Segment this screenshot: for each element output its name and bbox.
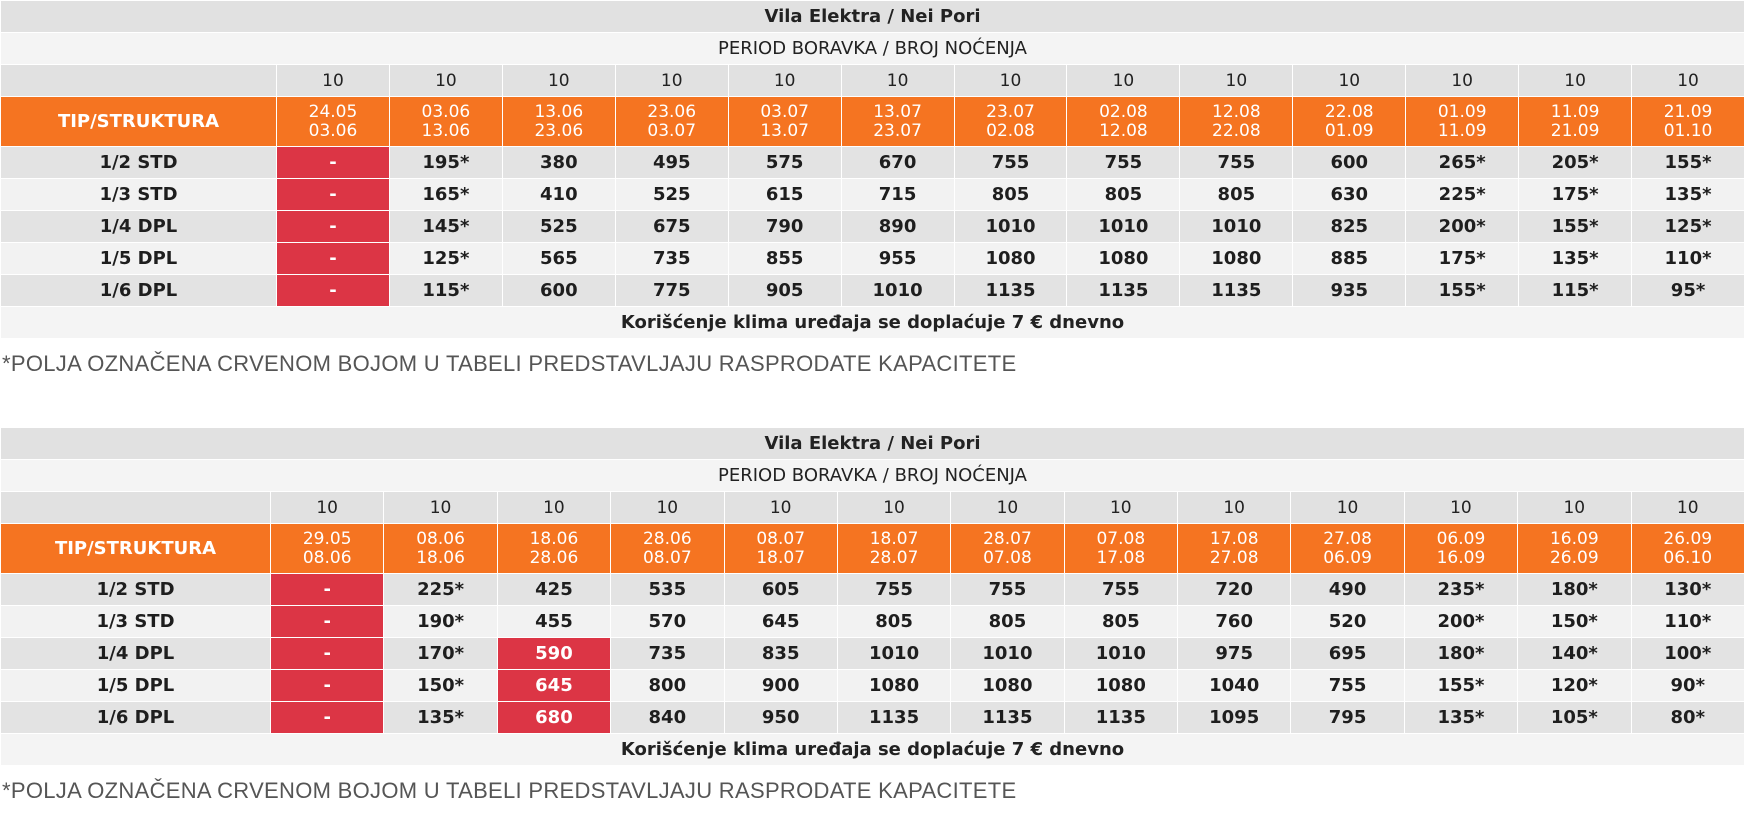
nights-cell: 10 — [1178, 492, 1291, 524]
price-cell: 520 — [1291, 606, 1404, 638]
price-cell: 1135 — [1067, 275, 1180, 307]
period-cell — [724, 524, 837, 574]
period-cell — [615, 97, 728, 147]
table-row — [1, 638, 1745, 670]
price-cell: 155* — [1632, 147, 1745, 179]
period-to: 11.09 — [1437, 120, 1487, 141]
price-cell: 525 — [502, 211, 615, 243]
period-to: 23.07 — [873, 120, 922, 141]
nights-cell: 10 — [1518, 492, 1631, 524]
period-to: 13.06 — [421, 120, 471, 141]
nights-cell: 10 — [1064, 492, 1177, 524]
price-cell: 755 — [1180, 147, 1293, 179]
period-cell — [841, 97, 954, 147]
price-cell: 145* — [389, 211, 502, 243]
nights-empty-cell — [1, 65, 277, 97]
price-cell: 170* — [384, 638, 497, 670]
price-cell: 425 — [497, 574, 610, 606]
period-cell — [1180, 97, 1293, 147]
period-cell — [271, 524, 384, 574]
period-cell — [1518, 524, 1631, 574]
period-to: 12.08 — [1099, 120, 1148, 141]
price-cell: 955 — [841, 243, 954, 275]
period-to: 13.07 — [760, 120, 809, 141]
price-cell: 890 — [841, 211, 954, 243]
period-from: 08.06 — [416, 528, 465, 549]
table-title: Vila Elektra / Nei Pori — [1, 1, 1745, 33]
price-cell: 265* — [1406, 147, 1519, 179]
nights-cell: 10 — [1293, 65, 1406, 97]
period-from: 22.08 — [1324, 101, 1374, 122]
price-cell: 140* — [1518, 638, 1631, 670]
price-cell: 695 — [1291, 638, 1404, 670]
period-to: 01.09 — [1324, 120, 1374, 141]
price-cell: 95* — [1632, 275, 1745, 307]
period-cell — [954, 97, 1067, 147]
sold-out-price-cell: - — [277, 147, 390, 179]
period-to: 28.06 — [529, 547, 579, 568]
period-to: 18.06 — [416, 547, 465, 568]
table-subtitle-row — [1, 33, 1745, 65]
period-to: 08.07 — [642, 547, 692, 568]
price-cell: 735 — [615, 243, 728, 275]
price-cell: 495 — [615, 147, 728, 179]
period-to: 07.08 — [983, 547, 1032, 568]
price-cell: 125* — [389, 243, 502, 275]
price-cell: 125* — [1632, 211, 1745, 243]
period-cell — [1291, 524, 1404, 574]
ac-surcharge-note: Korišćenje klima uređaja se doplaćuje 7 € dnevno — [1, 307, 1745, 339]
sold-out-price-cell: 590 — [497, 638, 610, 670]
price-cell: 455 — [497, 606, 610, 638]
period-to: 03.07 — [647, 120, 697, 141]
price-cell: 805 — [837, 606, 950, 638]
nights-cell: 10 — [724, 492, 837, 524]
price-cell: 670 — [841, 147, 954, 179]
table-row — [1, 574, 1745, 606]
price-cell: 800 — [611, 670, 724, 702]
price-cell: 200* — [1406, 211, 1519, 243]
period-to: 16.09 — [1436, 547, 1486, 568]
table-row — [1, 702, 1745, 734]
price-cell: 135* — [1404, 702, 1517, 734]
price-cell: 1080 — [951, 670, 1064, 702]
price-cell: 1010 — [1064, 638, 1177, 670]
period-row — [1, 97, 1745, 147]
note-row — [1, 307, 1745, 339]
price-cell: 720 — [1178, 574, 1291, 606]
price-cell: 380 — [502, 147, 615, 179]
period-to: 21.09 — [1550, 120, 1600, 141]
period-from: 21.09 — [1663, 101, 1713, 122]
price-cell: 120* — [1518, 670, 1631, 702]
price-cell: 1010 — [954, 211, 1067, 243]
nights-cell: 10 — [837, 492, 950, 524]
room-type: 1/5 DPL — [1, 670, 271, 702]
price-cell: 150* — [1518, 606, 1631, 638]
table-row — [1, 243, 1745, 275]
price-cell: 205* — [1519, 147, 1632, 179]
price-cell: 155* — [1519, 211, 1632, 243]
price-cell: 115* — [1519, 275, 1632, 307]
nights-cell: 10 — [1406, 65, 1519, 97]
price-cell: 935 — [1293, 275, 1406, 307]
price-cell: 615 — [728, 179, 841, 211]
price-cell: 155* — [1406, 275, 1519, 307]
price-cell: 525 — [615, 179, 728, 211]
price-cell: 805 — [1067, 179, 1180, 211]
price-cell: 235* — [1404, 574, 1517, 606]
sold-out-price-cell: - — [277, 275, 390, 307]
period-cell — [728, 97, 841, 147]
price-cell: 1040 — [1178, 670, 1291, 702]
room-type: 1/2 STD — [1, 574, 271, 606]
period-cell — [1631, 524, 1745, 574]
type-structure-label: TIP/STRUKTURA — [1, 97, 277, 147]
price-cell: 1135 — [837, 702, 950, 734]
price-cell: 835 — [724, 638, 837, 670]
price-cell: 1135 — [1180, 275, 1293, 307]
period-cell — [502, 97, 615, 147]
nights-cell: 10 — [951, 492, 1064, 524]
price-cell: 1080 — [1064, 670, 1177, 702]
table-row — [1, 606, 1745, 638]
price-cell: 135* — [384, 702, 497, 734]
price-cell: 165* — [389, 179, 502, 211]
period-from: 17.08 — [1209, 528, 1259, 549]
price-cell: 1080 — [1180, 243, 1293, 275]
period-from: 23.06 — [647, 101, 697, 122]
period-cell — [611, 524, 724, 574]
period-to: 28.07 — [869, 547, 919, 568]
price-cell: 90* — [1631, 670, 1745, 702]
price-cell: 975 — [1178, 638, 1291, 670]
price-cell: 605 — [724, 574, 837, 606]
price-cell: 630 — [1293, 179, 1406, 211]
nights-cell: 10 — [728, 65, 841, 97]
room-type: 1/6 DPL — [1, 275, 277, 307]
price-cell: 805 — [951, 606, 1064, 638]
period-from: 13.06 — [534, 101, 584, 122]
price-cell: 645 — [724, 606, 837, 638]
period-from: 26.09 — [1663, 528, 1713, 549]
sold-out-price-cell: - — [277, 211, 390, 243]
nights-cell: 10 — [1067, 65, 1180, 97]
period-from: 03.07 — [760, 101, 809, 122]
price-cell: 755 — [1067, 147, 1180, 179]
price-cell: 755 — [1064, 574, 1177, 606]
table-subtitle-row — [1, 460, 1745, 492]
period-to: 06.10 — [1663, 547, 1713, 568]
period-from: 07.08 — [1096, 528, 1146, 549]
nights-cell: 10 — [1291, 492, 1404, 524]
period-from: 01.09 — [1437, 101, 1487, 122]
table-title-row — [1, 428, 1745, 460]
price-cell: 130* — [1631, 574, 1745, 606]
type-structure-label: TIP/STRUKTURA — [1, 524, 271, 574]
price-cell: 755 — [1291, 670, 1404, 702]
price-cell: 600 — [1293, 147, 1406, 179]
period-cell — [1404, 524, 1517, 574]
price-cell: 805 — [1064, 606, 1177, 638]
period-from: 23.07 — [986, 101, 1035, 122]
price-cell: 195* — [389, 147, 502, 179]
price-cell: 1010 — [841, 275, 954, 307]
nights-cell: 10 — [1632, 65, 1745, 97]
price-cell: 840 — [611, 702, 724, 734]
nights-cell: 10 — [1404, 492, 1517, 524]
nights-cell: 10 — [611, 492, 724, 524]
table-subtitle: PERIOD BORAVKA / BROJ NOĆENJA — [1, 33, 1745, 65]
period-from: 13.07 — [873, 101, 922, 122]
price-cell: 1095 — [1178, 702, 1291, 734]
price-cell: 600 — [502, 275, 615, 307]
period-cell — [497, 524, 610, 574]
period-to: 17.08 — [1096, 547, 1146, 568]
period-to: 02.08 — [986, 120, 1035, 141]
price-cell: 1080 — [1067, 243, 1180, 275]
sold-out-price-cell: - — [277, 243, 390, 275]
ac-surcharge-note: Korišćenje klima uređaja se doplaćuje 7 € dnevno — [1, 734, 1745, 766]
nights-cell: 10 — [384, 492, 497, 524]
table-row — [1, 147, 1745, 179]
price-cell: 175* — [1406, 243, 1519, 275]
price-table — [0, 427, 1745, 766]
period-cell — [1064, 524, 1177, 574]
price-cell: 825 — [1293, 211, 1406, 243]
nights-empty-cell — [1, 492, 271, 524]
price-cell: 1135 — [951, 702, 1064, 734]
nights-cell: 10 — [954, 65, 1067, 97]
price-cell: 180* — [1404, 638, 1517, 670]
price-cell: 675 — [615, 211, 728, 243]
period-from: 18.07 — [869, 528, 919, 549]
price-table-block-2 — [0, 427, 1745, 804]
period-to: 27.08 — [1209, 547, 1259, 568]
period-to: 03.06 — [308, 120, 358, 141]
period-cell — [1067, 97, 1180, 147]
nights-row — [1, 65, 1745, 97]
period-to: 22.08 — [1212, 120, 1261, 141]
price-cell: 225* — [384, 574, 497, 606]
price-cell: 80* — [1631, 702, 1745, 734]
price-cell: 190* — [384, 606, 497, 638]
room-type: 1/2 STD — [1, 147, 277, 179]
nights-row — [1, 492, 1745, 524]
price-cell: 790 — [728, 211, 841, 243]
price-cell: 225* — [1406, 179, 1519, 211]
price-cell: 150* — [384, 670, 497, 702]
table-row — [1, 670, 1745, 702]
price-cell: 900 — [724, 670, 837, 702]
price-cell: 200* — [1404, 606, 1517, 638]
price-cell: 755 — [837, 574, 950, 606]
period-to: 08.06 — [302, 547, 352, 568]
price-cell: 1080 — [954, 243, 1067, 275]
price-cell: 135* — [1519, 243, 1632, 275]
price-cell: 1135 — [954, 275, 1067, 307]
period-from: 03.06 — [421, 101, 471, 122]
sold-out-price-cell: - — [271, 638, 384, 670]
price-table — [0, 0, 1745, 339]
room-type: 1/3 STD — [1, 606, 271, 638]
period-from: 29.05 — [302, 528, 352, 549]
note-row — [1, 734, 1745, 766]
price-cell: 570 — [611, 606, 724, 638]
price-cell: 135* — [1632, 179, 1745, 211]
price-cell: 755 — [954, 147, 1067, 179]
nights-cell: 10 — [1519, 65, 1632, 97]
price-cell: 155* — [1404, 670, 1517, 702]
period-cell — [389, 97, 502, 147]
room-type: 1/5 DPL — [1, 243, 277, 275]
period-cell — [1178, 524, 1291, 574]
sold-out-footnote: *POLJA OZNAČENA CRVENOM BOJOM U TABELI PREDSTAVLJAJU RASPRODATE KAPACITETE — [2, 351, 1017, 376]
price-cell: 565 — [502, 243, 615, 275]
period-cell — [1293, 97, 1406, 147]
period-from: 27.08 — [1323, 528, 1372, 549]
price-cell: 575 — [728, 147, 841, 179]
price-cell: 735 — [611, 638, 724, 670]
period-cell — [384, 524, 497, 574]
price-cell: 885 — [1293, 243, 1406, 275]
sold-out-price-cell: - — [277, 179, 390, 211]
nights-cell: 10 — [502, 65, 615, 97]
period-row — [1, 524, 1745, 574]
room-type: 1/4 DPL — [1, 211, 277, 243]
table-title-row — [1, 1, 1745, 33]
nights-cell: 10 — [389, 65, 502, 97]
period-from: 16.09 — [1549, 528, 1599, 549]
period-from: 18.06 — [529, 528, 579, 549]
nights-cell: 10 — [497, 492, 610, 524]
room-type: 1/4 DPL — [1, 638, 271, 670]
sold-out-price-cell: - — [271, 574, 384, 606]
table-row — [1, 179, 1745, 211]
sold-out-footnote: *POLJA OZNAČENA CRVENOM BOJOM U TABELI PREDSTAVLJAJU RASPRODATE KAPACITETE — [2, 778, 1017, 803]
price-cell: 1135 — [1064, 702, 1177, 734]
price-cell: 1010 — [951, 638, 1064, 670]
period-from: 08.07 — [756, 528, 806, 549]
period-cell — [1406, 97, 1519, 147]
price-cell: 905 — [728, 275, 841, 307]
price-cell: 1080 — [837, 670, 950, 702]
price-cell: 755 — [951, 574, 1064, 606]
sold-out-price-cell: - — [271, 606, 384, 638]
period-to: 26.09 — [1549, 547, 1599, 568]
price-cell: 760 — [1178, 606, 1291, 638]
room-type: 1/3 STD — [1, 179, 277, 211]
period-cell — [951, 524, 1064, 574]
price-cell: 535 — [611, 574, 724, 606]
period-to: 18.07 — [756, 547, 806, 568]
period-cell — [1632, 97, 1745, 147]
table-title: Vila Elektra / Nei Pori — [1, 428, 1745, 460]
period-from: 06.09 — [1436, 528, 1486, 549]
price-cell: 950 — [724, 702, 837, 734]
period-cell — [837, 524, 950, 574]
sold-out-price-cell: 680 — [497, 702, 610, 734]
price-cell: 105* — [1518, 702, 1631, 734]
sold-out-price-cell: - — [271, 702, 384, 734]
price-cell: 1010 — [1067, 211, 1180, 243]
period-cell — [277, 97, 390, 147]
price-table-block-1 — [0, 0, 1745, 377]
period-from: 11.09 — [1550, 101, 1600, 122]
price-cell: 805 — [1180, 179, 1293, 211]
sold-out-price-cell: - — [271, 670, 384, 702]
period-from: 02.08 — [1099, 101, 1148, 122]
nights-cell: 10 — [615, 65, 728, 97]
period-to: 23.06 — [534, 120, 584, 141]
table-subtitle: PERIOD BORAVKA / BROJ NOĆENJA — [1, 460, 1745, 492]
period-to: 01.10 — [1663, 120, 1713, 141]
price-cell: 1010 — [837, 638, 950, 670]
table-row — [1, 275, 1745, 307]
nights-cell: 10 — [271, 492, 384, 524]
price-cell: 805 — [954, 179, 1067, 211]
price-cell: 110* — [1631, 606, 1745, 638]
nights-cell: 10 — [277, 65, 390, 97]
price-cell: 775 — [615, 275, 728, 307]
price-cell: 410 — [502, 179, 615, 211]
price-cell: 1010 — [1180, 211, 1293, 243]
price-cell: 490 — [1291, 574, 1404, 606]
price-cell: 855 — [728, 243, 841, 275]
period-from: 24.05 — [308, 101, 358, 122]
nights-cell: 10 — [1631, 492, 1745, 524]
price-cell: 175* — [1519, 179, 1632, 211]
price-cell: 180* — [1518, 574, 1631, 606]
period-from: 28.07 — [983, 528, 1032, 549]
price-cell: 795 — [1291, 702, 1404, 734]
nights-cell: 10 — [841, 65, 954, 97]
price-cell: 115* — [389, 275, 502, 307]
price-cell: 100* — [1631, 638, 1745, 670]
nights-cell: 10 — [1180, 65, 1293, 97]
price-cell: 110* — [1632, 243, 1745, 275]
period-cell — [1519, 97, 1632, 147]
room-type: 1/6 DPL — [1, 702, 271, 734]
period-to: 06.09 — [1323, 547, 1372, 568]
price-cell: 715 — [841, 179, 954, 211]
sold-out-price-cell: 645 — [497, 670, 610, 702]
table-row — [1, 211, 1745, 243]
period-from: 28.06 — [642, 528, 692, 549]
period-from: 12.08 — [1212, 101, 1261, 122]
